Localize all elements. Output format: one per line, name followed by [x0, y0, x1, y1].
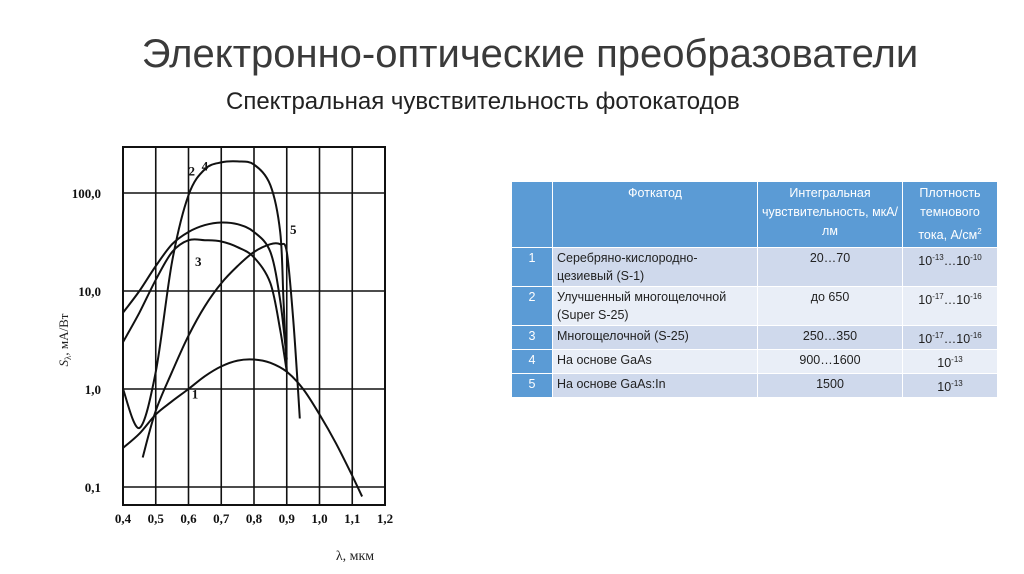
cell-dark-current: $10^{-13}$: [903, 350, 998, 374]
cell-photocathode: На основе GaAs:In: [553, 374, 758, 398]
x-tick-label: 1,1: [344, 511, 361, 526]
table-header-row: [512, 182, 998, 248]
cell-sensitivity: 1500: [758, 374, 903, 398]
col-header-sensitivity: Интегральная чувствительность, мкА/лм: [758, 182, 903, 248]
table-row: [512, 326, 998, 350]
cell-sensitivity: 900…1600: [758, 350, 903, 374]
cell-photocathode: Улучшенный многощелочной (Super S-25): [553, 287, 758, 326]
cell-num: 4: [512, 350, 553, 374]
table-row: [512, 248, 998, 287]
cell-num: 3: [512, 326, 553, 350]
cell-photocathode: Многощелочной (S-25): [553, 326, 758, 350]
x-tick-label: 0,4: [114, 511, 132, 526]
x-tick-label: 0,9: [278, 511, 295, 526]
cell-photocathode: На основе GaAs: [553, 350, 758, 374]
cell-num: 1: [512, 248, 553, 287]
cell-num: 5: [512, 374, 553, 398]
y-tick-label: 10,0: [78, 284, 101, 299]
x-tick-label: 1,2: [376, 511, 394, 526]
cell-dark-current: $10^{-17}\dots 10^{-16}$: [903, 326, 998, 350]
cell-photocathode: Серебряно-кислородно-цезиевый (S-1): [553, 248, 758, 287]
y-tick-label: 1,0: [84, 382, 101, 397]
cell-dark-current: $10^{-17}\dots 10^{-16}$: [903, 287, 998, 326]
table-row: [512, 287, 998, 326]
cell-dark-current: $10^{-13}\dots 10^{-10}$: [903, 248, 998, 287]
curve-labels: [189, 158, 298, 401]
curve-label: 1: [191, 386, 199, 402]
y-tick-label: 0,1: [84, 480, 101, 495]
slide-subtitle: Спектральная чувствительность фотокатодов: [226, 88, 740, 115]
curve-label: 3: [195, 253, 202, 269]
series-curve-1: [123, 359, 362, 496]
col-header-photocathode: Фоткатод: [553, 182, 758, 248]
spectral-sensitivity-chart: [50, 130, 420, 570]
x-tick-label: 0,6: [180, 511, 197, 526]
curve-label: 2: [188, 163, 195, 179]
x-tick-label: 1,0: [311, 511, 328, 526]
cell-num: 2: [512, 287, 553, 326]
y-tick-label: 100,0: [71, 186, 101, 201]
curve-label: 5: [290, 222, 297, 238]
table-row: [512, 350, 998, 374]
y-tick-labels: [72, 186, 101, 495]
photocathode-table: [511, 181, 998, 398]
curve-label: 4: [201, 158, 209, 174]
cell-sensitivity: до 650: [758, 287, 903, 326]
x-tick-labels: [115, 511, 393, 526]
cell-sensitivity: 250…350: [758, 326, 903, 350]
x-tick-label: 0,7: [213, 511, 230, 526]
col-header-dark-current: Плотность темнового тока, $А/см^2$: [903, 182, 998, 248]
chart-series: [123, 161, 362, 496]
x-tick-label: 0,8: [245, 511, 263, 526]
table-row: [512, 374, 998, 398]
col-header-num: [512, 182, 553, 248]
y-axis-label: $S_\lambda$, мА/Вт: [56, 313, 73, 367]
cell-dark-current: $10^{-13}$: [903, 374, 998, 398]
slide-title: Электронно-оптические преобразователи: [141, 32, 919, 76]
x-tick-label: 0,5: [147, 511, 164, 526]
x-axis-label: λ, мкм: [335, 549, 375, 564]
cell-sensitivity: 20…70: [758, 248, 903, 287]
